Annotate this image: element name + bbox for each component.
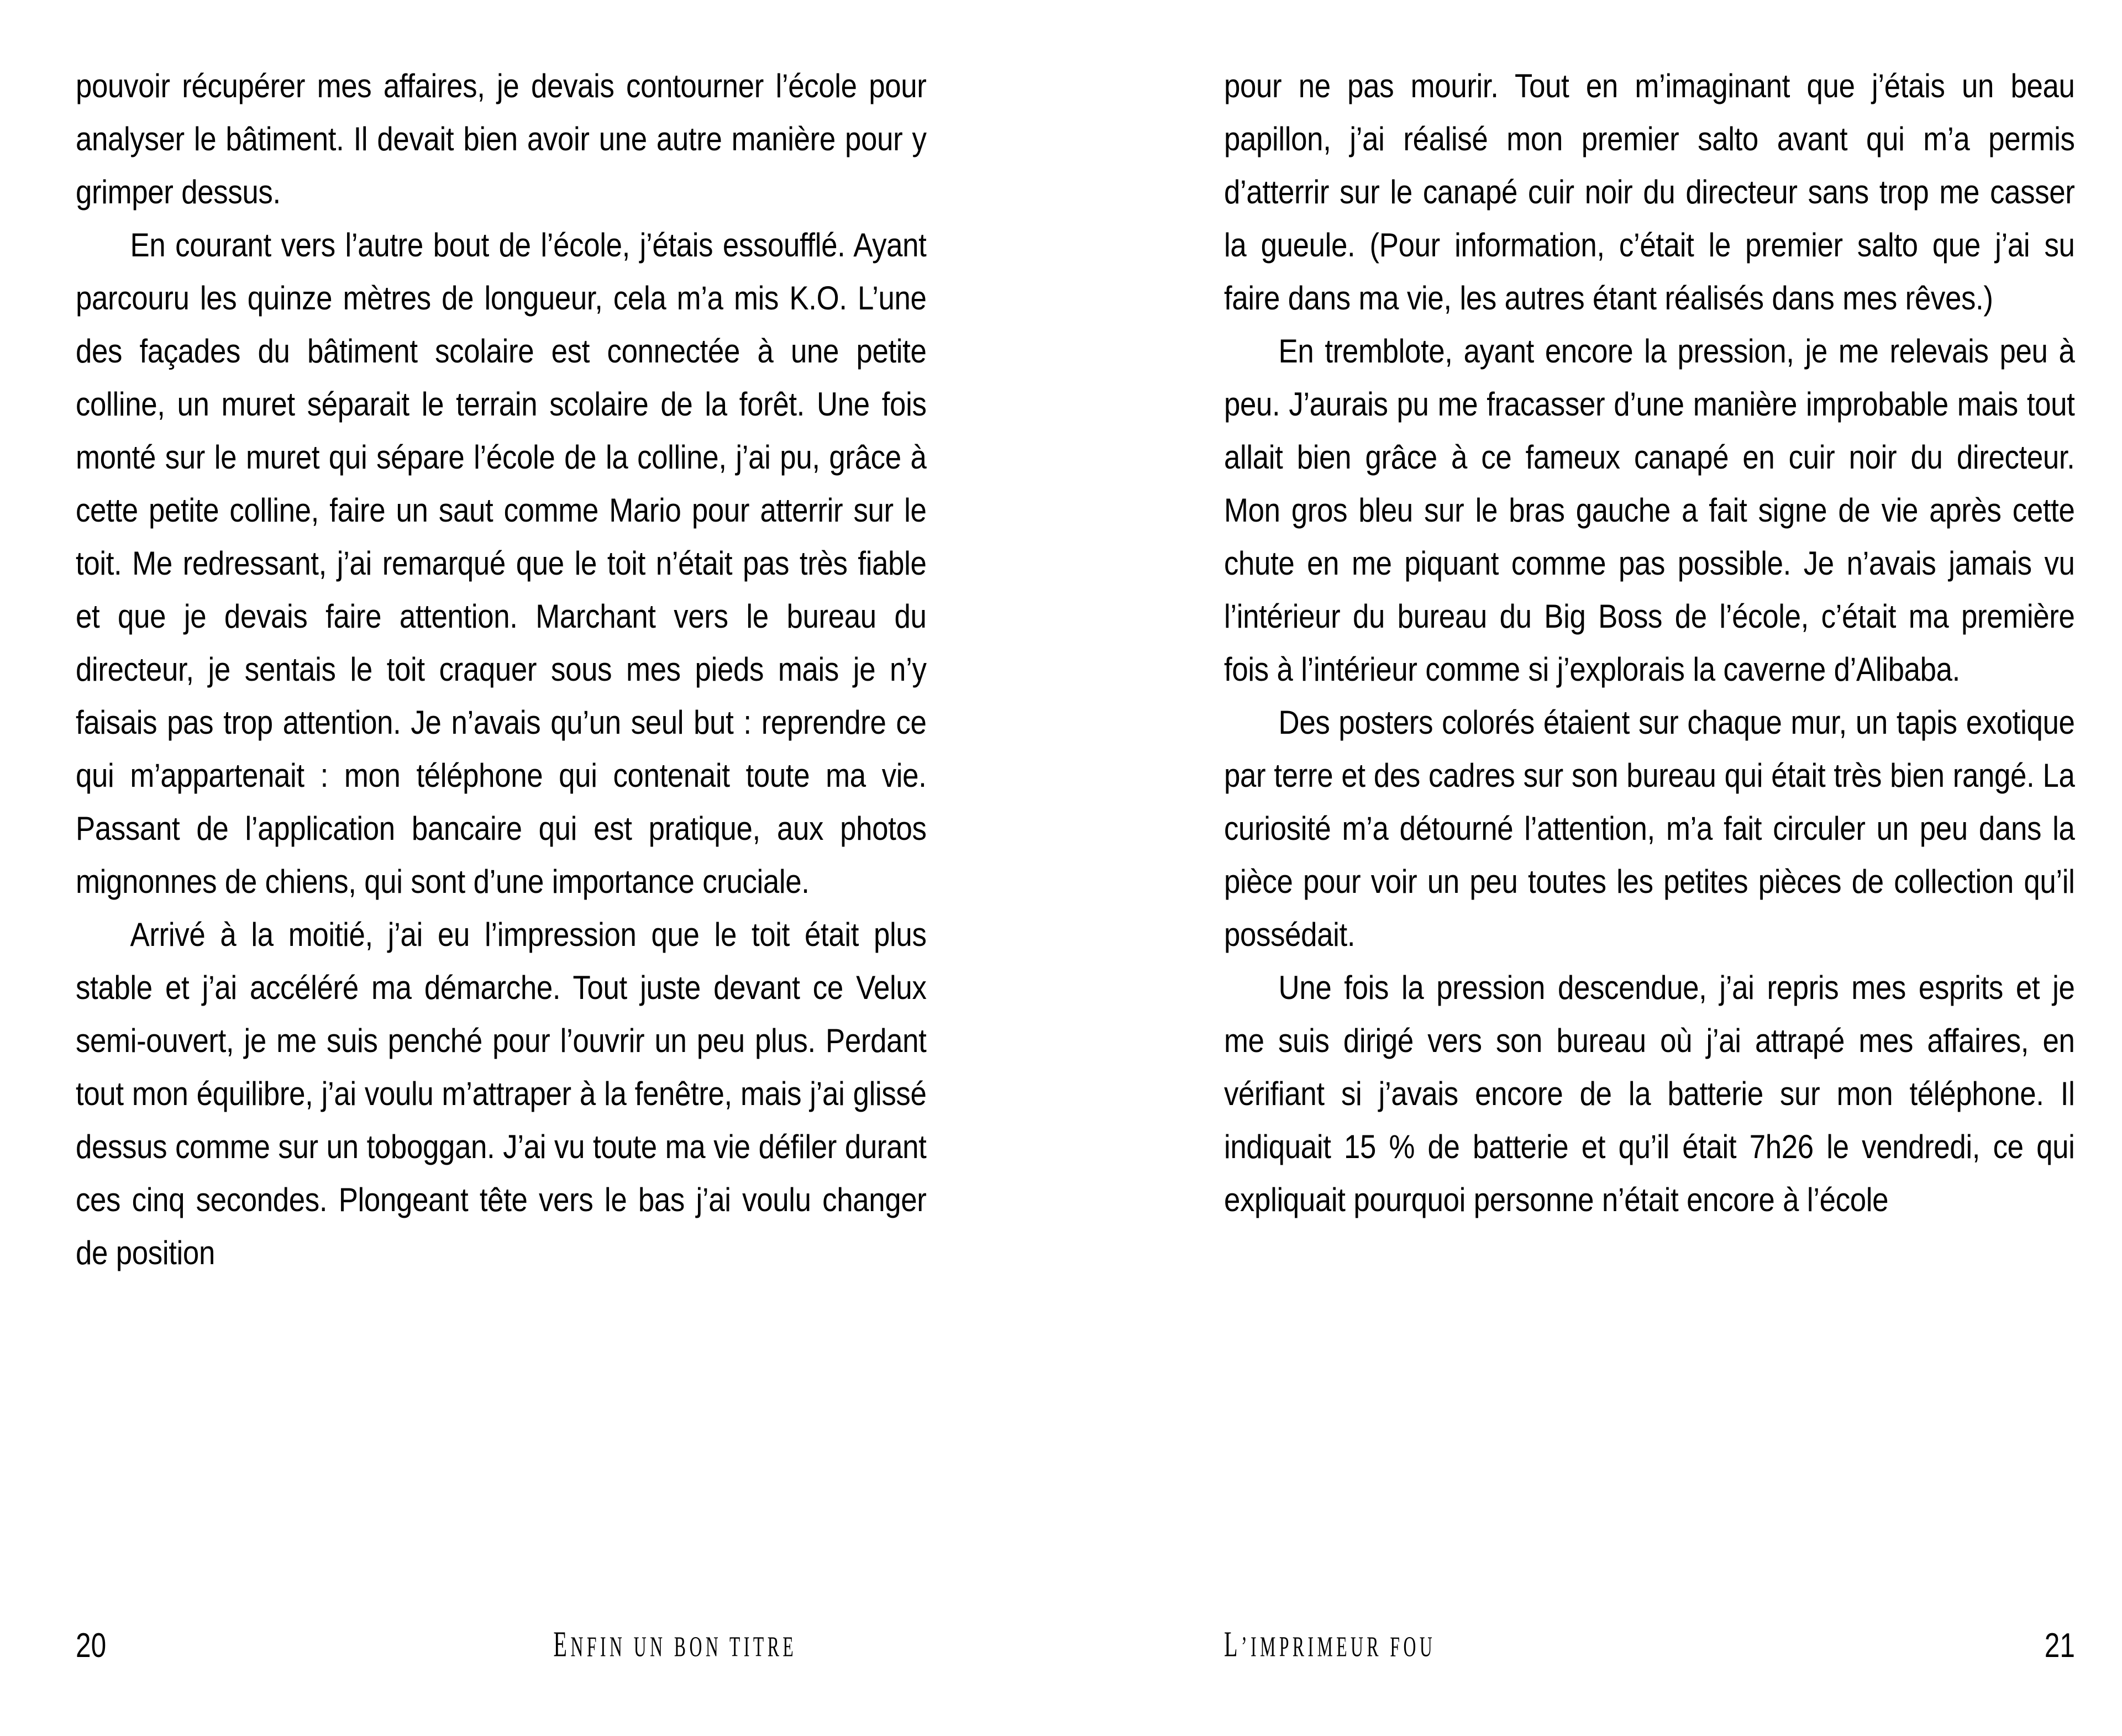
recto-text-column	[1224, 0, 2075, 1575]
recto-running-head-initial: L	[1224, 1624, 1242, 1665]
recto-page-number: 21	[2044, 1627, 2075, 1665]
verso-paragraph-2: En courant vers l’autre bout de l’école, j’étais essoufflé. Ayant parcouru les quinze mètres de longueur, cela m’a mis K.O. L’une des façades du bâtiment scolaire est connectée à une petite colline, un muret séparait le terrain scolaire de la forêt. Une fois monté sur le muret qui sépare l’école de la colline, j’ai pu, grâce à cette petite colline, faire un saut comme Mario pour atterrir sur le toit. Me redressant, j’ai remarqué que le toit n’était pas très fiable et que je devais faire attention. Marchant vers le bureau du directeur, je sentais le toit craquer sous mes pieds mais je n’y faisais pas trop attention. Je n’avais qu’un seul but : reprendre ce qui m’appartenait : mon téléphone qui contenait toute ma vie. Passant de l’application bancaire qui est pratique, aux photos mignonnes de chiens, qui sont d’une importance cruciale.	[76, 227, 927, 900]
verso-running-head-initial: E	[553, 1624, 571, 1665]
recto-paragraph-3: Des posters colorés étaient sur chaque mur, un tapis exotique par terre et des cadres sur son bureau qui était très bien rangé. La curiosité m’a détourné l’attention, m’a fait circuler un peu dans la pièce pour voir un peu toutes les petites pièces de collection qu’il possédait.	[1224, 704, 2075, 953]
verso-paragraph-1: pouvoir récupérer mes affaires, je devais contourner l’école pour analyser le bâtiment. Il devait bien avoir une autre manière pour y grimper dessus.	[76, 67, 927, 211]
recto-running-foot	[1224, 1624, 2075, 1679]
recto-running-head-rest: ’IMPRIMEUR FOU	[1241, 1630, 1436, 1663]
verso-page-number: 20	[76, 1627, 107, 1665]
verso-running-foot	[76, 1624, 927, 1679]
recto-paragraph-1: pour ne pas mourir. Tout en m’imaginant que j’étais un beau papillon, j’ai réalisé mon premier salto avant qui m’a permis d’atterrir sur le canapé cuir noir du directeur sans trop me casser la gueule. (Pour information, c’était le premier salto que j’ai su faire dans ma vie, les autres étant réalisés dans mes rêves.)	[1224, 67, 2075, 317]
verso-running-head	[553, 1624, 797, 1665]
verso-paragraph-3: Arrivé à la moitié, j’ai eu l’impression que le toit était plus stable et j’ai accéléré ma démarche. Tout juste devant ce Velux semi-ouvert, je me suis penché pour l’ouvrir un peu plus. Perdant tout mon équilibre, j’ai voulu m’attraper à la fenêtre, mais j’ai glissé dessus comme sur un toboggan. J’ai vu toute ma vie défiler durant ces cinq secondes. Plongeant tête vers le bas j’ai voulu changer de position	[76, 916, 927, 1271]
recto-paragraph-4: Une fois la pression descendue, j’ai repris mes esprits et je me suis dirigé vers son bureau où j’ai attrapé mes affaires, en vérifiant si j’avais encore de la batterie sur mon téléphone. Il indiquait 15 % de batterie et qu’il était 7h26 le vendredi, ce qui expliquait pourquoi personne n’était encore à l’école	[1224, 969, 2075, 1218]
recto-running-head	[1224, 1624, 1436, 1665]
recto-paragraph-2: En tremblote, ayant encore la pression, je me relevais peu à peu. J’aurais pu me fracasser d’une manière improbable mais tout allait bien grâce à ce fameux canapé en cuir noir du directeur. Mon gros bleu sur le bras gauche a fait signe de vie après cette chute en me piquant comme pas possible. Je n’avais jamais vu l’intérieur du bureau du Big Boss de l’école, c’était ma première fois à l’intérieur comme si j’explorais la caverne d’Alibaba.	[1224, 333, 2075, 688]
running-foot-bar	[0, 1575, 2122, 1736]
verso-running-head-rest: NFIN UN BON TITRE	[570, 1630, 797, 1663]
verso-text-column	[76, 0, 927, 1575]
